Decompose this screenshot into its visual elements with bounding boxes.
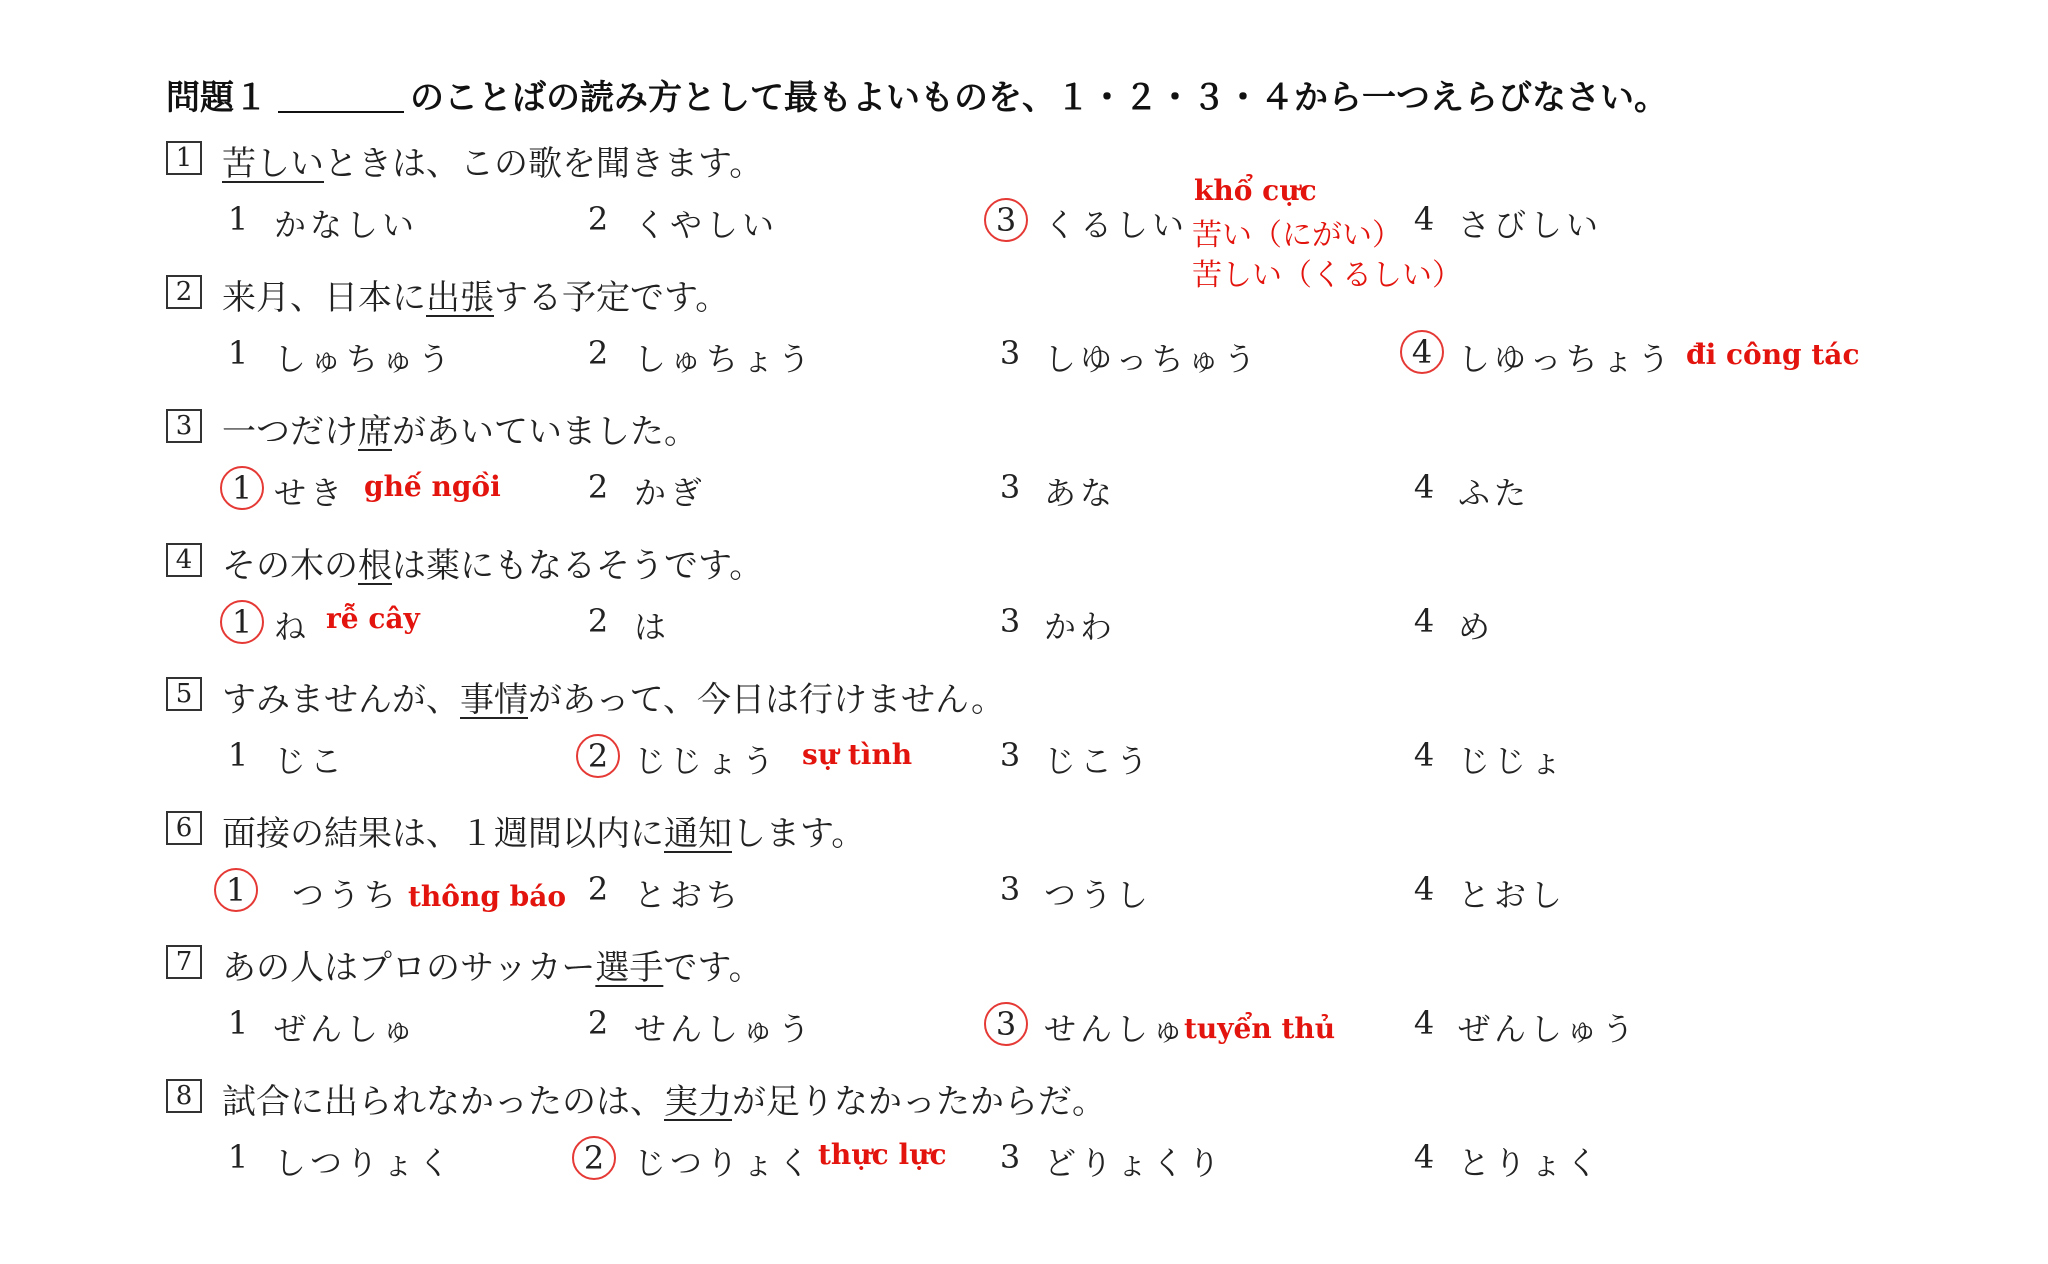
answer-circle: 3 [984,1002,1028,1046]
option-number: 2 [587,1004,609,1042]
option-text: とりょく [1458,1144,1603,1182]
option-text: かぎ [634,474,707,512]
question-text: 一つだけ席があいていました。 [222,412,698,452]
option-number: 3 [999,870,1021,908]
question-number: 6 [166,811,202,845]
target-word: 選手 [595,948,664,988]
question-text: 苦しいときは、この歌を聞きます。 [222,144,764,184]
question-text: 面接の結果は、１週間以内に通知します。 [222,814,866,854]
option-text: せき [274,474,347,512]
target-word: 根 [358,546,392,586]
option-text: さびしい [1458,206,1603,244]
option-number: 1 [227,736,249,774]
question-text: あの人はプロのサッカー選手です。 [222,948,763,988]
question-number: 5 [166,677,202,711]
annotation-reading: 苦い（にがい） [1192,218,1402,253]
option-text: せんしゅう [634,1010,815,1048]
option-text: しつりょく [274,1144,455,1182]
option-number: 2 [587,334,609,372]
option-number: 4 [1413,1004,1435,1042]
option-text: かわ [1044,608,1117,646]
option-number: 3 [999,602,1021,640]
option-number: 1 [227,1138,249,1176]
option-text: つうち [292,876,401,914]
option-number: 3 [999,334,1021,372]
option-text: しゆっちゅう [1044,340,1260,378]
answer-circle: 1 [220,466,264,510]
target-word: 苦しい [222,144,324,184]
option-number: 4 [1413,468,1435,506]
option-number: 1 [227,200,249,238]
question-text: 試合に出られなかったのは、実力が足りなかったからだ。 [222,1082,1106,1122]
annotation-meaning: thông báo [408,880,567,913]
option-text: あな [1044,474,1117,512]
option-number: 2 [587,602,609,640]
annotation-meaning: ghế ngồi [364,470,501,503]
option-text: じじょう [634,742,779,780]
option-text: どりょくり [1044,1144,1225,1182]
option-text: ぜんしゅ [274,1010,419,1048]
option-text: しゅちゅう [274,340,455,378]
title-blank [278,81,404,113]
target-word: 事情 [460,680,528,720]
option-text: は [634,608,671,646]
question-number: 1 [166,141,202,175]
question-number: 8 [166,1079,202,1113]
target-word: 席 [358,412,392,452]
question-number: 7 [166,945,202,979]
annotation-meaning: thực lực [818,1138,947,1171]
option-number: 4 [1413,736,1435,774]
answer-circle: 4 [1400,330,1444,374]
title-prefix: 問題１ [166,78,268,118]
answer-circle: 1 [214,868,258,912]
question-text: 来月、日本に出張する予定です。 [222,278,730,318]
option-text: じこ [274,742,347,780]
option-text: じこう [1044,742,1153,780]
question-text: すみませんが、事情があって、今日は行けません。 [222,680,1006,720]
option-text: とおち [634,876,743,914]
option-number: 3 [999,736,1021,774]
option-text: じつりょく [634,1144,815,1182]
annotation-meaning: rễ cây [326,602,420,635]
option-text: め [1458,608,1495,646]
option-text: ぜんしゅう [1458,1010,1639,1048]
option-text: しゆっちょう [1458,340,1674,378]
option-text: しゅちょう [634,340,815,378]
option-number: 3 [999,1138,1021,1176]
answer-circle: 2 [576,734,620,778]
question-text: その木の根は薬にもなるそうです。 [222,546,764,586]
answer-circle: 1 [220,600,264,644]
target-word: 通知 [664,814,732,854]
option-number: 4 [1413,1138,1435,1176]
option-number: 4 [1413,602,1435,640]
question-number: 4 [166,543,202,577]
option-number: 1 [227,1004,249,1042]
answer-circle: 2 [572,1136,616,1180]
answer-circle: 3 [984,198,1028,242]
page-title [166,70,1668,119]
option-number: 2 [587,200,609,238]
option-text: かなしい [274,206,419,244]
option-text: ふた [1458,474,1531,512]
option-text: じじょ [1458,742,1567,780]
option-number: 4 [1413,200,1435,238]
target-word: 出張 [426,278,494,318]
annotation-meaning: đi công tác [1686,338,1860,371]
option-number: 3 [999,468,1021,506]
annotation-reading: 苦しい（くるしい） [1192,258,1462,293]
option-text: とおし [1458,876,1567,914]
option-text: くるしい [1044,206,1189,244]
option-text: つうし [1044,876,1153,914]
option-number: 2 [587,870,609,908]
option-number: 2 [587,468,609,506]
target-word: 実力 [664,1082,732,1122]
option-number: 1 [227,334,249,372]
option-text: せんしゅ [1044,1010,1189,1048]
option-number: 4 [1413,870,1435,908]
question-number: 3 [166,409,202,443]
title-instruction: のことばの読み方として最もよいものを、１・２・３・４から一つえらびなさい。 [410,78,1668,118]
annotation-meaning: khổ cực [1194,174,1317,207]
annotation-meaning: sự tình [802,738,913,771]
option-text: くやしい [634,206,779,244]
question-number: 2 [166,275,202,309]
annotation-meaning: tuyển thủ [1184,1012,1336,1045]
option-text: ね [274,608,311,646]
